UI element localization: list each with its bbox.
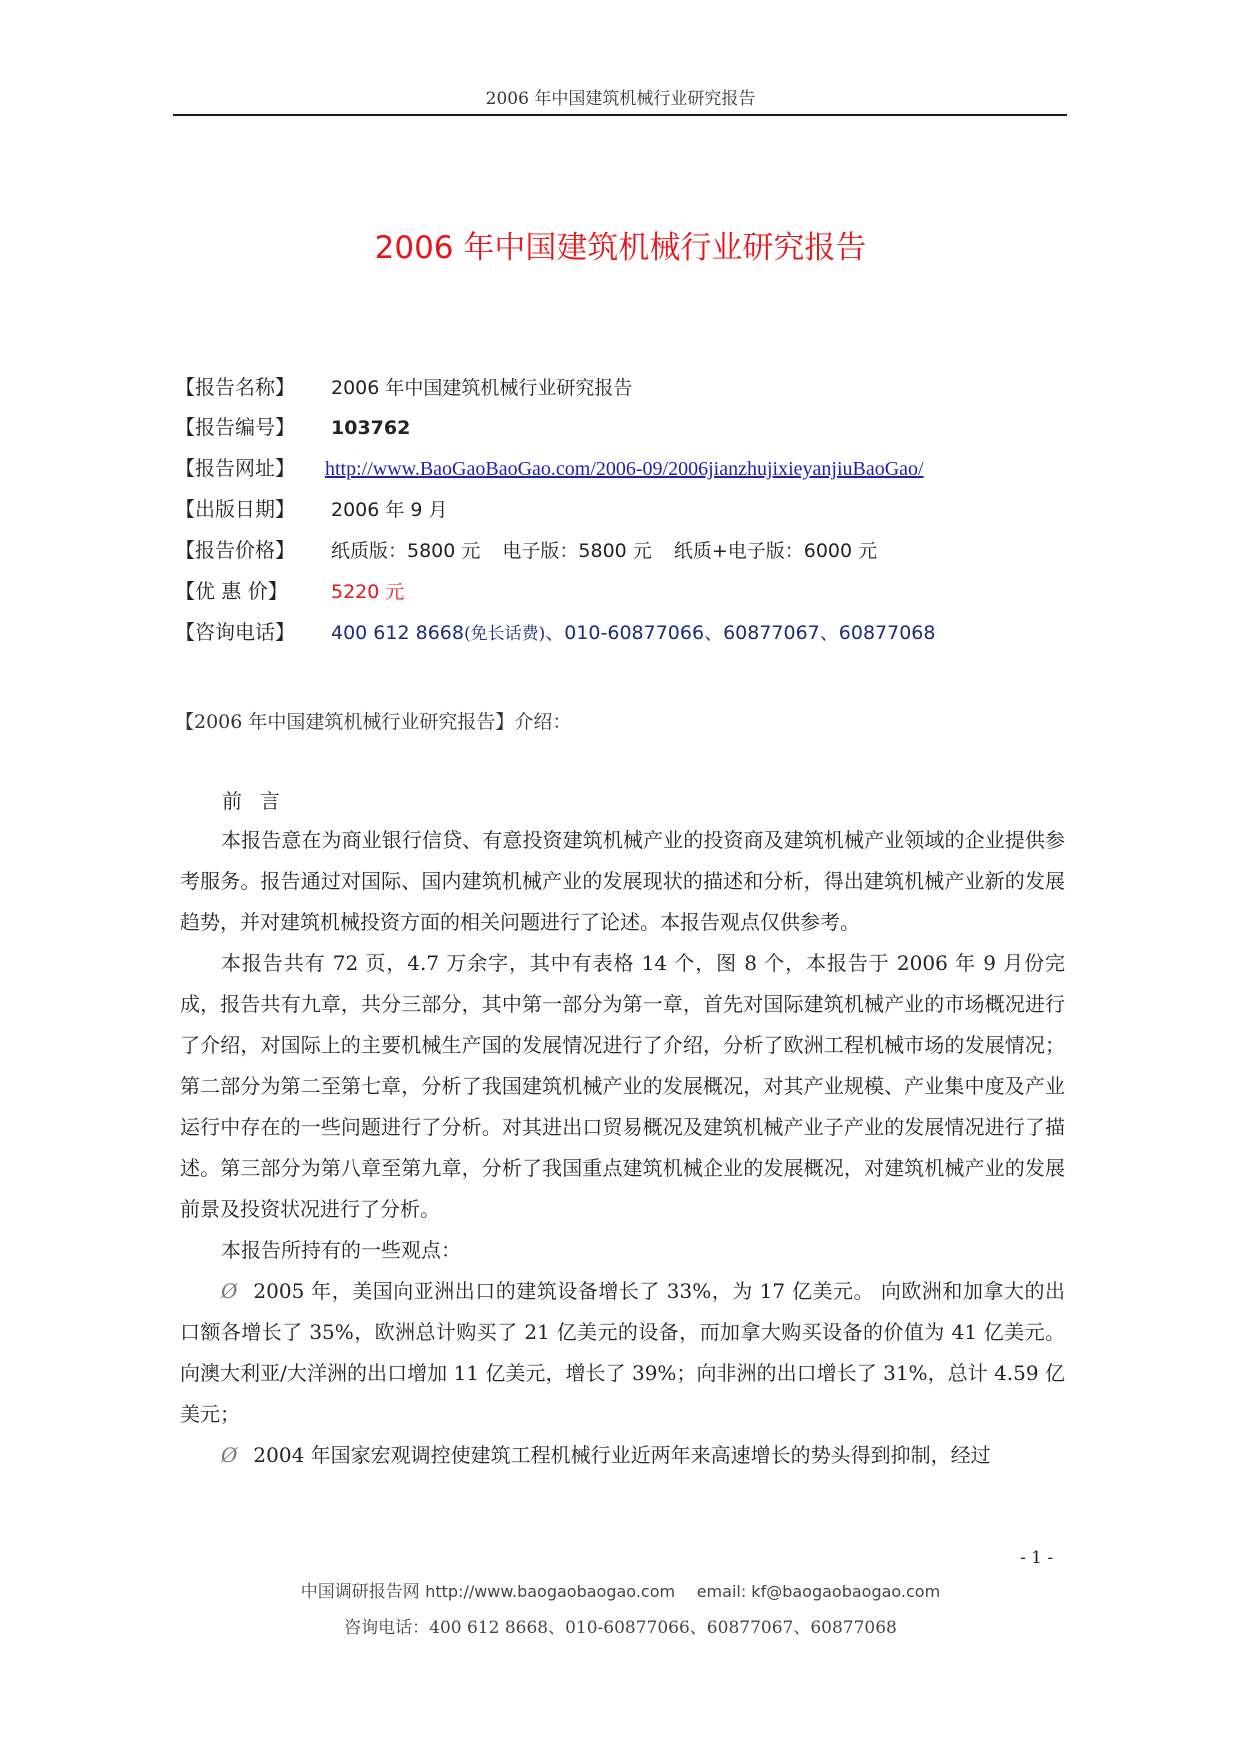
document-title: 2006 年中国建筑机械行业研究报告: [374, 230, 867, 266]
footer-site-name: 中国调研报告网: [300, 1582, 420, 1602]
discount-price-value: 5220 元: [331, 581, 405, 603]
paragraph: 本报告共有 72 页，4.7 万余字，其中有表格 14 个，图 8 个，本报告于 2006 年 9 月份完成，报告共有九章，共分三部分，其中第一部分为第一章，首先对国际建筑机械产业的市场概况进行了介绍，对国际上的主要机械生产国的发展情况进行了介绍，分析了欧洲工程机械市场的发展情况；第二部分为第二至第七章，分析了我国建筑机械产业的发展概况，对其产业规模、产业集中度及产业运行中存在的一些问题进行了分析。对其进出口贸易概况及建筑机械产业子产业的发展情况进行了描述。第三部分为第八章至第九章，分析了我国重点建筑机械企业的发展概况，对建筑机械产业的发展前景及投资状况进行了分析。: [180, 951, 1065, 1221]
price-paper: 纸质版：5800 元: [331, 540, 481, 562]
publish-date-value: 2006 年 9 月: [331, 499, 448, 521]
report-code-value: 103762: [331, 417, 411, 439]
meta-label: 【报告名称】: [175, 375, 295, 399]
meta-label: 【优 惠 价】: [175, 579, 288, 603]
bullet-item: [180, 1435, 1065, 1476]
meta-row-phone: [175, 617, 935, 647]
meta-row-code: [175, 412, 410, 442]
report-url-link[interactable]: http://www.BaoGaoBaoGao.com/2006-09/2006jianzhujixieyanjiuBaoGao/: [325, 458, 924, 480]
running-header: 2006 年中国建筑机械行业研究报告: [485, 89, 756, 109]
phone-main: 400 612 8668: [331, 622, 464, 644]
phone-note: (免长话费): [463, 624, 546, 644]
meta-label: 【报告网址】: [175, 456, 295, 480]
header-rule: [173, 114, 1067, 116]
bullet-icon: Ø: [221, 1279, 238, 1303]
meta-label: 【咨询电话】: [175, 620, 295, 644]
meta-row-date: [175, 494, 448, 524]
paragraph: 本报告意在为商业银行信贷、有意投资建筑机械产业的投资商及建筑机械产业领域的企业提供参考服务。报告通过对国际、国内建筑机械产业的发展现状的描述和分析，得出建筑机械产业新的发展趋势，并对建筑机械投资方面的相关问题进行了论述。本报告观点仅供参考。: [180, 828, 1065, 934]
preface-heading: 前言: [222, 789, 298, 813]
price-digital: 电子版：5800 元: [502, 540, 652, 562]
bullet-text: 2005 年，美国向亚洲出口的建筑设备增长了 33%，为 17 亿美元。 向欧洲和加拿大的出口额各增长了 35%，欧洲总计购买了 21 亿美元的设备，而加拿大购买设备的价值为 41 亿美元。 向澳大利亚/大洋洲的出口增加 11 亿美元，增长了 39%；向非洲的出口增长了 31%，总计 4.59 亿美元；: [180, 1279, 1065, 1426]
footer-site-url[interactable]: http://www.baogaobaogao.com: [425, 1582, 676, 1601]
bullet-icon: Ø: [221, 1443, 238, 1467]
bullet-item: [180, 1271, 1065, 1435]
bullet-text: 2004 年国家宏观调控使建筑工程机械行业近两年来高速增长的势头得到抑制，经过: [253, 1443, 991, 1467]
meta-label: 【报告价格】: [175, 538, 295, 562]
footer-contact: [0, 1580, 1241, 1604]
phone-rest: 、010-60877066、60877067、60877068: [545, 622, 936, 644]
meta-row-name: [175, 372, 632, 402]
meta-row-discount: [175, 576, 404, 606]
page-number: - 1 -: [1020, 1548, 1054, 1568]
meta-label: 【报告编号】: [175, 415, 295, 439]
meta-row-price: [175, 535, 877, 565]
paragraph: 本报告所持有的一些观点：: [221, 1238, 461, 1262]
price-both: 纸质+电子版：6000 元: [673, 540, 878, 562]
footer-phone: 咨询电话：400 612 8668、010-60877066、60877067、60877068: [344, 1618, 897, 1638]
meta-label: 【出版日期】: [175, 497, 295, 521]
report-name-value: 2006 年中国建筑机械行业研究报告: [331, 377, 633, 399]
footer-email[interactable]: email: kf@baogaobaogao.com: [696, 1582, 941, 1601]
intro-heading: 【2006 年中国建筑机械行业研究报告】介绍：: [175, 711, 572, 733]
meta-row-url: [175, 453, 924, 483]
body-text: [180, 820, 1065, 1476]
